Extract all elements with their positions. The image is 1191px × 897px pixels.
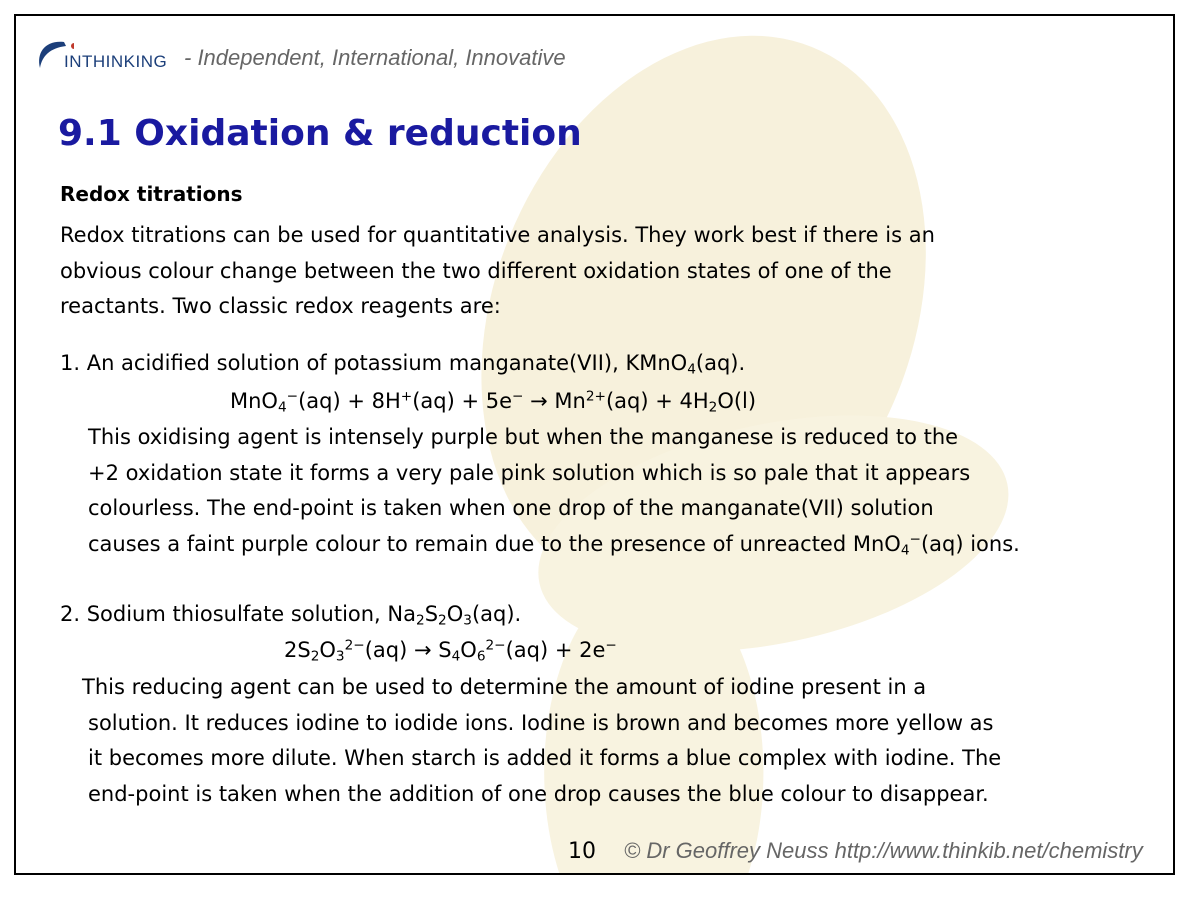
reagent1-line: +2 oxidation state it forms a very pale pink solution which is so pale that it appears [88,460,971,485]
thiosulfate-equation: $2S_2O_3^{2-}(aq) \to S_4O_6^{2-}(aq) + 2e^-$ [284,637,617,665]
reagent2-line: it becomes more dilute. When starch is added it forms a blue complex with iodine. The [88,746,1002,770]
slide [14,14,1175,875]
reagent2-line: end-point is taken when the addition of one drop causes the blue colour to disappear. [88,781,989,806]
intro-paragraph [60,218,935,325]
reagent2-line: This reducing agent can be used to determine the amount of iodine present in a [82,675,927,699]
intro-line: Redox titrations can be used for quantitative analysis. They work best if there is an [60,223,935,247]
intro-line: obvious colour change between the two different oxidation states of one of the [60,258,892,283]
reagent2-description [82,670,1001,812]
intro-line: reactants. Two classic redox reagents are: [60,294,501,318]
reagent1-heading: 1. An acidified solution of potassium manganate(VII), KMnO$_4$(aq). [60,351,746,378]
reagent2-line: solution. It reduces iodine to iodide ions. Iodine is brown and becomes more yellow as [88,710,994,735]
tagline: - Independent, International, Innovative [184,45,566,70]
page-number: 10 [568,839,596,864]
reagent1-line: This oxidising agent is intensely purple but when the manganese is reduced to the [88,425,959,449]
page-title: 9.1 Oxidation & reduction [58,113,582,154]
reagent1-line: colourless. The end-point is taken when one drop of the manganate(VII) solution [88,496,934,520]
reagent1-description [88,420,1020,562]
permanganate-equation: $MnO_4^-(aq) + 8H^+(aq) + 5e^- \to Mn^{2+}(aq) + 4H_2O(l)$ [230,388,757,416]
reagent1-line: causes a faint purple colour to remain due to the presence of unreacted MnO$_4$−(aq) ions. [88,531,1020,558]
copyright-notice: © Dr Geoffrey Neuss http://www.thinkib.net/chemistry [624,838,1143,863]
reagent2-heading: 2. Sodium thiosulfate solution, $Na_2S_2O_3(aq)$. [60,602,522,629]
logo-text: INTHINKING [64,52,168,71]
section-heading: Redox titrations [60,182,243,206]
